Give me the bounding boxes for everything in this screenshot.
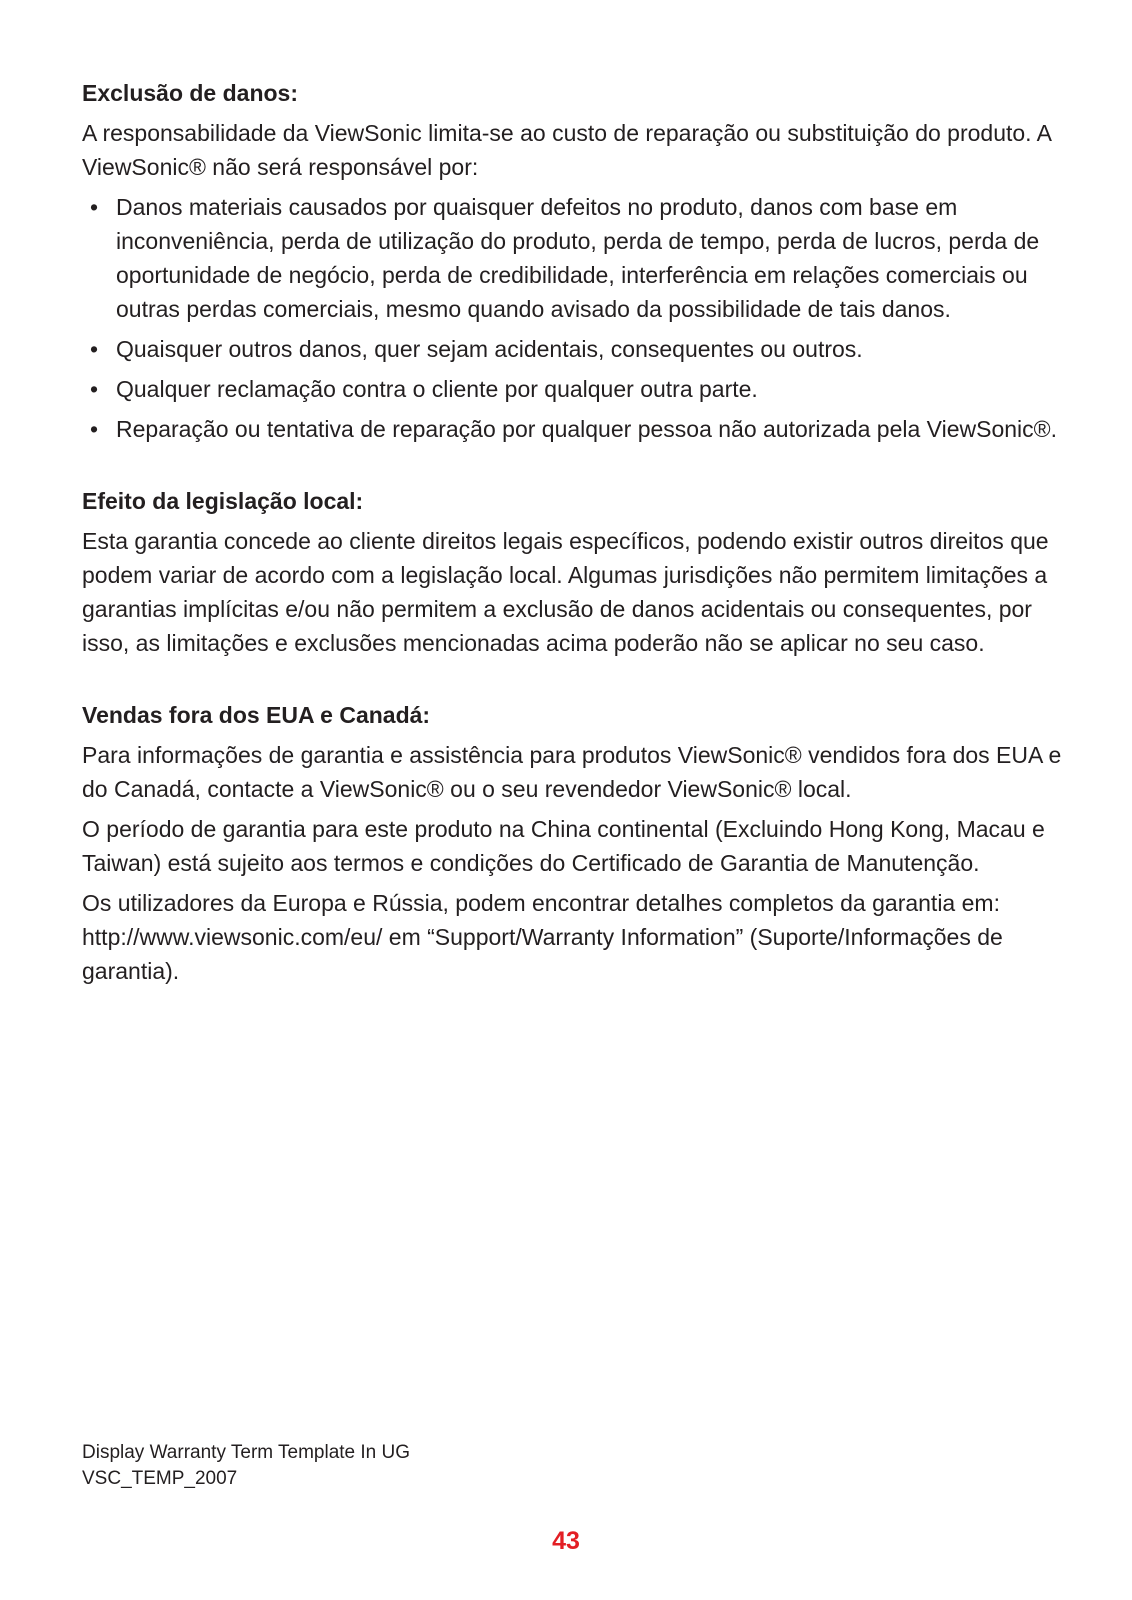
bullet-list xyxy=(82,190,1062,446)
bullet-item xyxy=(82,190,1062,326)
page-number: 43 xyxy=(552,1527,580,1555)
bullet-text: Reparação ou tentativa de reparação por qualquer pessoa não autorizada pela ViewSonic®. xyxy=(116,416,1057,442)
bullet-item xyxy=(82,372,1062,406)
paragraph: Os utilizadores da Europa e Rússia, podem encontrar detalhes completos da garantia em: http://www.viewsonic.com/eu/ em “Support/Warranty Information” (Suporte/Informações de garantia). xyxy=(82,890,1003,984)
bullet-icon: • xyxy=(90,336,99,362)
footer-template-code: VSC_TEMP_2007 xyxy=(82,1468,238,1489)
paragraph: O período de garantia para este produto na China continental (Excluindo Hong Kong, Macau e Taiwan) está sujeito aos termos e condições do Certificado de Garantia de Manutenção. xyxy=(82,816,1045,876)
bullet-text: Danos materiais causados por quaisquer defeitos no produto, danos com base em inconveniência, perda de utilização do produto, perda de tempo, perda de lucros, perda de oportunidade de negócio, perda de credibilidade, interferência em relações comerciais ou outras perdas comerciais, mesmo quando avisado da possibilidade de tais danos. xyxy=(116,194,1040,322)
bullet-text: Qualquer reclamação contra o cliente por qualquer outra parte. xyxy=(116,376,758,402)
bullet-text: Quaisquer outros danos, quer sejam acidentais, consequentes ou outros. xyxy=(116,336,863,362)
bullet-item xyxy=(82,332,1062,366)
footer xyxy=(82,1440,410,1492)
paragraph: Para informações de garantia e assistência para produtos ViewSonic® vendidos fora dos EUA e do Canadá, contacte a ViewSonic® ou o seu revendedor ViewSonic® local. xyxy=(82,742,1062,802)
section-heading: Vendas fora dos EUA e Canadá: xyxy=(82,702,431,728)
section-local-law xyxy=(82,484,1062,660)
paragraph: Esta garantia concede ao cliente direitos legais específicos, podendo existir outros direitos que podem variar de acordo com a legislação local. Algumas jurisdições não permitem limitações a garantias implícitas e/ou não permitem a exclusão de danos acidentais ou consequentes, por isso, as limitações e exclusões mencionadas acima poderão não se aplicar no seu caso. xyxy=(82,528,1049,656)
document-body xyxy=(82,76,1062,994)
bullet-icon: • xyxy=(90,376,99,402)
bullet-icon: • xyxy=(90,194,99,220)
section-damage-exclusion xyxy=(82,76,1062,446)
bullet-item xyxy=(82,412,1062,446)
section-sales-outside-us-canada xyxy=(82,698,1062,988)
paragraph: A responsabilidade da ViewSonic limita-se ao custo de reparação ou substituição do produto. A ViewSonic® não será responsável por: xyxy=(82,120,1051,180)
footer-template-name: Display Warranty Term Template In UG xyxy=(82,1442,411,1463)
bullet-icon: • xyxy=(90,416,99,442)
section-heading: Efeito da legislação local: xyxy=(82,488,364,514)
section-heading: Exclusão de danos: xyxy=(82,80,299,106)
